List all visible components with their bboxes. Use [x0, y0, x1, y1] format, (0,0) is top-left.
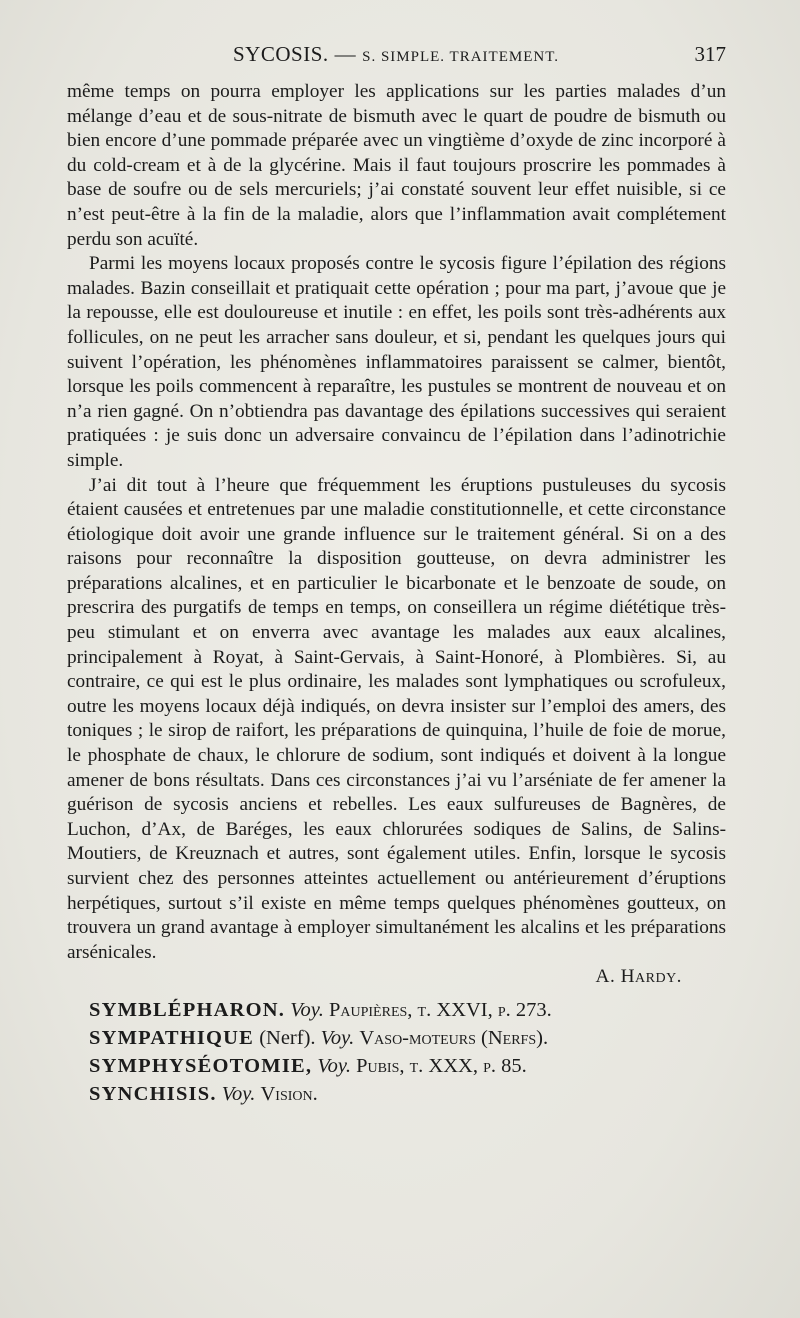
entry-headword: SYMBLÉPHARON.	[89, 998, 286, 1021]
entry-reference: Paupières, t. XXVI, p. 273.	[328, 998, 552, 1021]
running-header	[66, 42, 726, 72]
entry-headword: SYMPATHIQUE	[89, 1026, 255, 1049]
cross-reference-entry	[67, 1052, 726, 1080]
running-title	[66, 42, 726, 67]
author-signature: A. Hardy.	[595, 966, 682, 988]
paragraph: J’ai dit tout à l’heure que fréquemment les éruptions pustuleuses du sycosis étaient causées et entretenues par une maladie constitutionnelle, et cette circonstance étiologique doit avoir une grande influence sur le traitement général. Si on a des raisons pour reconnaître la disposition goutteuse, on devra administrer les préparations alcalines, et en particulier le bicarbonate et le benzoate de soude, on prescrira des purgatifs de temps en temps, on conseillera un régime diététique très-peu stimulant et on enverra avec avantage les malades aux eaux alcalines, principalement à Royat, à Saint-Gervais, à Saint-Honoré, à Plombières. Si, au contraire, ce qui est le plus ordinaire, les malades sont lymphatiques ou scrofuleux, outre les moyens locaux déjà indiqués, on devra insister sur l’emploi des amers, des toniques ; le sirop de raifort, les préparations de quinquina, l’huile de foie de morue, le phosphate de chaux, le chlorure de sodium, sont indiqués et doivent à la longue amener de bons résultats. Dans ces circonstances j’ai vu l’arséniate de fer amener la guérison de sycosis anciens et rebelles. Les eaux sulfureuses de Bagnères, de Luchon, d’Ax, de Baréges, les eaux chlorurées sodiques de Salins, de Salins-Moutiers, de Kreuznach et autres, sont également utiles. Enfin, lorsque le sycosis survient chez des personnes atteintes actuellement ou antérieurement d’éruptions herpétiques, surtout s’il existe en même temps quelques phénomènes goutteux, on trouvera un grand avantage à employer simultanément les alcalins et les préparations arsénicales.	[67, 474, 726, 963]
entry-reference: Vaso-moteurs (Nerfs).	[359, 1026, 549, 1049]
cross-reference-entries	[67, 996, 726, 1108]
entry-voy: Voy.	[317, 1054, 351, 1077]
paragraph: Parmi les moyens locaux proposés contre le sycosis figure l’épilation des régions malades. Bazin conseillait et pratiquait cette opération ; pour ma part, j’avoue que je la repousse, elle est douloureuse et inutile : en effet, les poils sont très-adhérents aux follicules, on ne peut les arracher sans douleur, et si, pendant les quelques jours qui suivent l’opération, les phénomènes inflammatoires paraissent se calmer, bientôt, lorsque les poils commencent à reparaître, les pustules se montrent de nouveau et on n’a rien gagné. On n’obtiendra pas davantage des épilations successives qui seraient pratiquées : je suis donc un adversaire convaincu de l’épilation dans l’adinotrichie simple.	[67, 253, 726, 471]
entry-reference: Vision.	[260, 1082, 318, 1105]
body-text	[67, 80, 726, 1108]
cross-reference-entry	[67, 1080, 726, 1108]
entry-voy: Voy.	[290, 998, 324, 1021]
running-title-dash: —	[334, 42, 357, 66]
paragraph: même temps on pourra employer les applications sur les parties malades d’un mélange d’eau et de sous-nitrate de bismuth avec le quart de poudre de bismuth ou bien encore d’une pommade préparée avec un vingtième d’oxyde de zinc incorporé à du cold-cream et à de la glycérine. Mais il faut toujours proscrire les pommades à base de soufre ou de sels mercuriels; j’ai constaté souvent leur effet nuisible, si ce n’est peut-être à la fin de la maladie, alors que l’inflammation avait complétement perdu son acuïté.	[67, 81, 726, 250]
entry-reference: Pubis, t. XXX, p. 85.	[356, 1054, 527, 1077]
entry-voy: Voy.	[221, 1082, 256, 1105]
cross-reference-entry	[67, 996, 726, 1024]
entry-headword: SYNCHISIS.	[89, 1082, 217, 1105]
running-title-main: SYCOSIS.	[233, 42, 329, 66]
running-title-sub: S. SIMPLE. TRAITEMENT.	[362, 49, 559, 65]
entry-headword: SYMPHYSÉOTOMIE,	[89, 1054, 313, 1077]
cross-reference-entry	[67, 1024, 726, 1052]
entry-qualifier: (Nerf).	[259, 1026, 316, 1049]
entry-voy: Voy.	[320, 1026, 355, 1049]
page-number: 317	[694, 42, 726, 66]
